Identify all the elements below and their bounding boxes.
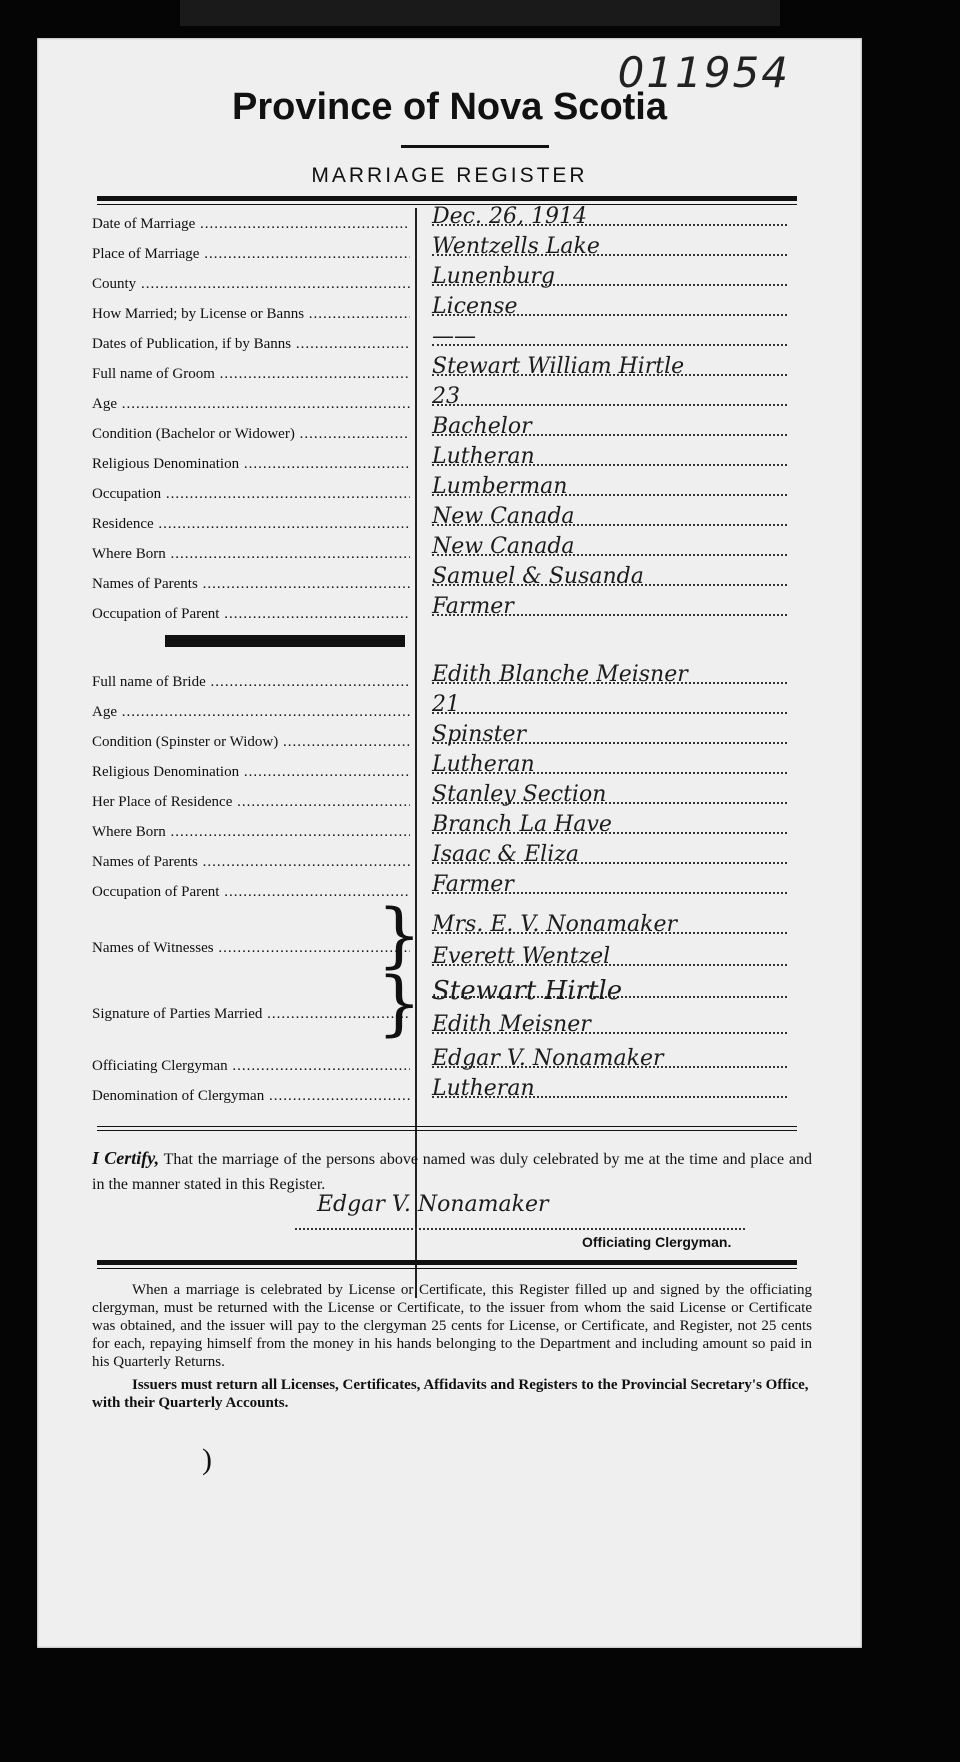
field-label: Names of Parents .....: [92, 576, 410, 593]
handwritten-value: Isaac & Eliza: [432, 842, 579, 867]
field-label: Condition (Spinster or Widow) .....: [92, 734, 410, 751]
handwritten-value: Spinster: [432, 722, 527, 747]
field-label: Religious Denomination .....: [92, 764, 410, 781]
field-label: Dates of Publication, if by Banns .....: [92, 336, 410, 353]
handwritten-value: Lutheran: [432, 752, 535, 777]
field-label: Condition (Bachelor or Widower) .....: [92, 426, 410, 443]
notice-rule-thin: [97, 1268, 797, 1269]
field-label: Occupation .....: [92, 486, 410, 503]
handwritten-value: New Canada: [432, 534, 575, 559]
clergy-signature-caption: Officiating Clergyman.: [582, 1234, 732, 1250]
clergy-signature: Edgar V. Nonamaker: [317, 1192, 549, 1217]
handwritten-value: Lutheran: [432, 1076, 535, 1101]
certify-lead: I Certify,: [92, 1148, 160, 1168]
handwritten-value: Samuel & Susanda: [432, 564, 644, 589]
field-label: County .....: [92, 276, 410, 293]
field-label: Names of Parents .....: [92, 854, 410, 871]
field-label: Signature of Parties Married .....: [92, 1006, 410, 1023]
handwritten-value: Dec. 26, 1914: [432, 204, 587, 229]
handwritten-value: Bachelor: [432, 414, 532, 439]
field-row-bride-parent-occupation: [37, 872, 862, 908]
handwritten-value: Mrs. E. V. Nonamaker: [432, 912, 678, 937]
field-label: Full name of Bride .....: [92, 674, 410, 691]
witness-brace: }: [377, 894, 422, 976]
handwritten-value: Stanley Section: [432, 782, 607, 807]
handwritten-value: Edgar V. Nonamaker: [432, 1046, 664, 1071]
handwritten-value: Stewart Hirtle: [432, 976, 623, 1006]
handwritten-value: 23: [432, 384, 460, 409]
signature-brace: }: [377, 962, 422, 1044]
handwritten-value: Farmer: [432, 594, 514, 619]
field-label: Age .....: [92, 704, 410, 721]
certification-text: [92, 1146, 812, 1197]
field-label: Full name of Groom .....: [92, 366, 410, 383]
title-underline: [401, 145, 549, 148]
handwritten-value: License: [432, 294, 518, 319]
field-label: Residence .....: [92, 516, 410, 533]
handwritten-value: Edith Meisner: [432, 1012, 591, 1037]
section-separator-bar: [165, 635, 405, 647]
handwritten-value: Wentzells Lake: [432, 234, 600, 259]
field-label: How Married; by License or Banns .....: [92, 306, 410, 323]
field-label: Where Born .....: [92, 824, 410, 841]
handwritten-value: ——: [432, 324, 476, 349]
field-label: Her Place of Residence .....: [92, 794, 410, 811]
handwritten-value: New Canada: [432, 504, 575, 529]
handwritten-value: Everett Wentzel: [432, 944, 611, 969]
field-label: Date of Marriage .....: [92, 216, 410, 233]
field-label: Names of Witnesses .....: [92, 940, 410, 957]
register-subtitle: MARRIAGE REGISTER: [311, 164, 588, 187]
page-title: Province of Nova Scotia: [231, 86, 667, 128]
certify-rule-top-2: [97, 1130, 797, 1131]
certify-body: That the marriage of the persons above named was duly celebrated by me at the time and place and in the manner stated in this Register.: [92, 1151, 813, 1193]
field-label: Officiating Clergyman .....: [92, 1058, 410, 1075]
field-row-groom-parent-occupation: [37, 594, 862, 630]
serial-number: 011954: [617, 48, 790, 97]
handwritten-value: Edith Blanche Meisner: [432, 662, 688, 687]
handwritten-value: Farmer: [432, 872, 514, 897]
field-row-clergy-denomination: [37, 1076, 862, 1112]
handwritten-value: 21: [432, 692, 460, 717]
handwritten-value: Stewart William Hirtle: [432, 354, 685, 379]
issuer-instruction: Issuers must return all Licenses, Certificates, Affidavits and Registers to the Provincial Secretary's Office, with their Quarterly Accounts.: [92, 1377, 809, 1411]
field-label: Religious Denomination .....: [92, 456, 410, 473]
marriage-register-sheet: [37, 38, 862, 1648]
field-label: Denomination of Clergyman .....: [92, 1088, 410, 1105]
notice-rule: [97, 1260, 797, 1265]
field-label: Where Born .....: [92, 546, 410, 563]
field-label: Place of Marriage .....: [92, 246, 410, 263]
handwritten-value: Lumberman: [432, 474, 568, 499]
field-label: Occupation of Parent .....: [92, 884, 410, 901]
margin-mark: ): [202, 1443, 212, 1476]
film-edge: [180, 0, 780, 26]
field-label: Occupation of Parent .....: [92, 606, 410, 623]
header-rule: [97, 196, 797, 201]
field-label: Age .....: [92, 396, 410, 413]
handwritten-value: Branch La Have: [432, 812, 612, 837]
certify-rule-top: [97, 1126, 797, 1127]
handwritten-value: Lutheran: [432, 444, 535, 469]
handwritten-value: Lunenburg: [432, 264, 555, 289]
notice-paragraph: When a marriage is celebrated by License or Certificate, this Register filled up and signed by the officiating clergyman, must be returned with the License or Certificate, to the issuer from whom the said License or Certificate was obtained, and the issuer will pay to the clergyman 25 cents for License, or Certificate, and Register, not 25 cents for each, repaying himself from the money in his hands belonging to the Department and including amount so paid in his Quarterly Returns.: [92, 1282, 812, 1370]
